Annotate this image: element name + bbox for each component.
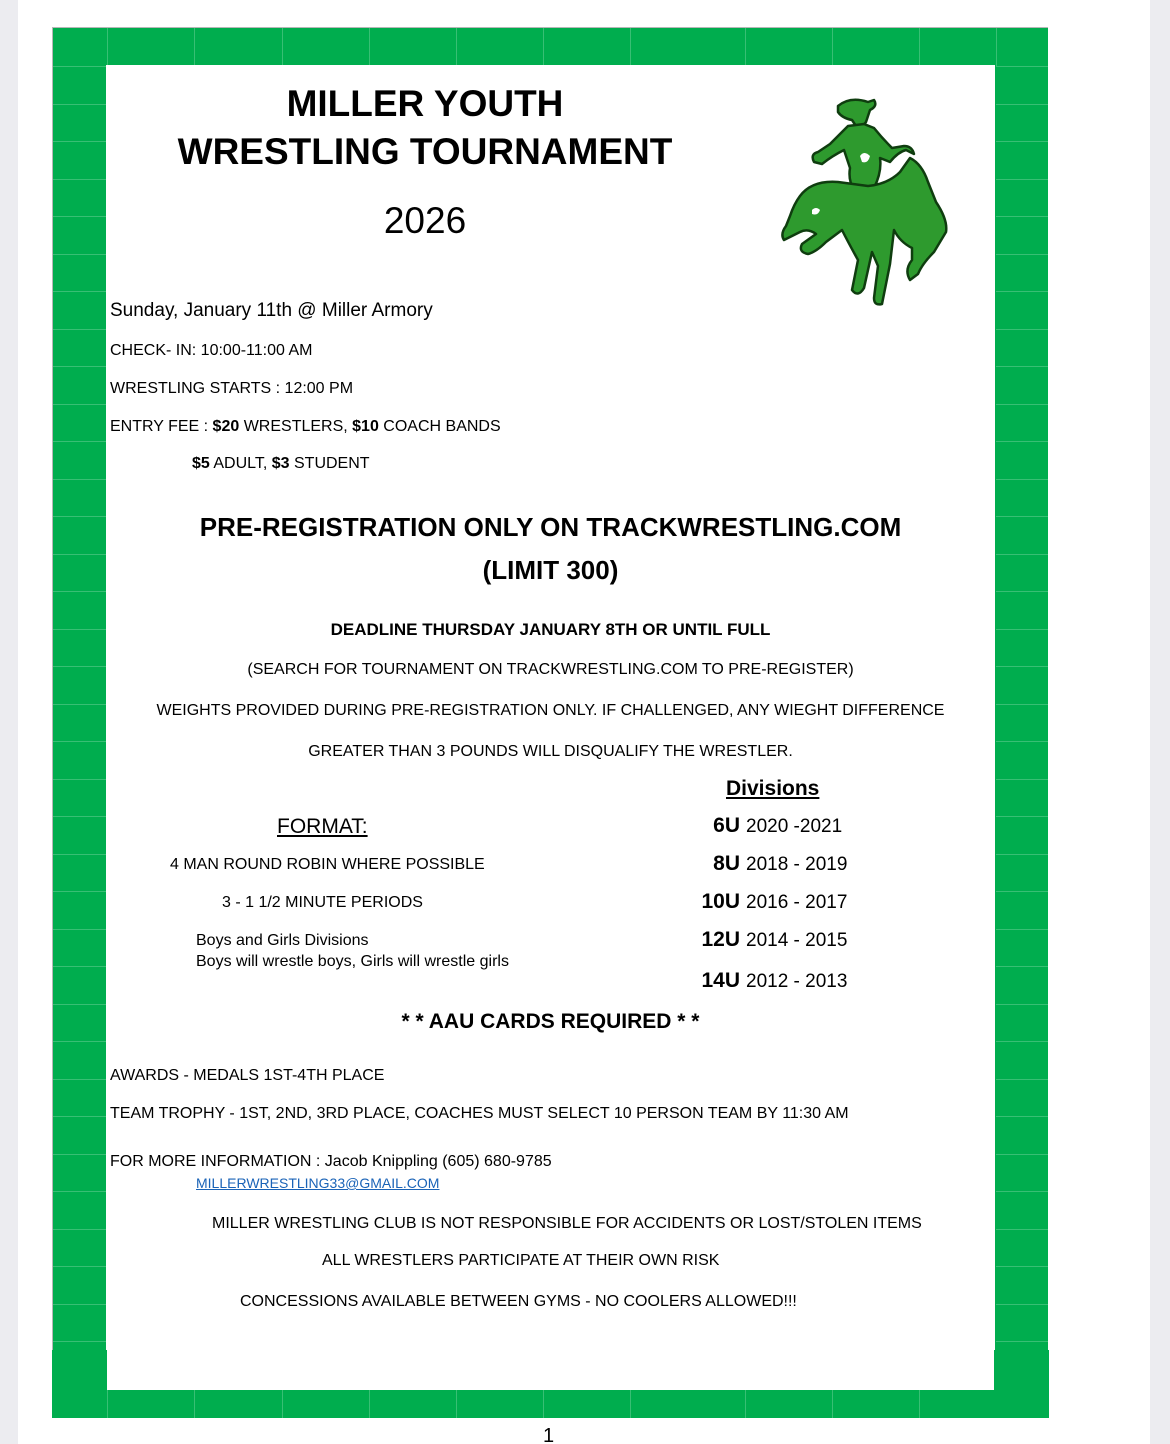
border-gridline xyxy=(543,1390,544,1419)
border-gridline xyxy=(745,28,746,66)
border-gridline xyxy=(996,966,1049,967)
border-gridline xyxy=(996,291,1049,292)
border-gridline xyxy=(456,28,457,66)
border-gridline xyxy=(53,779,107,780)
awards-line: AWARDS - MEDALS 1ST-4TH PLACE xyxy=(110,1067,385,1084)
page-number: 1 xyxy=(543,1425,555,1444)
division-years: 2012 - 2013 xyxy=(746,971,848,992)
border-gridline xyxy=(996,1304,1049,1305)
coach-price: $10 xyxy=(352,418,379,435)
border-gridline xyxy=(53,104,107,105)
border-gridline xyxy=(543,28,544,66)
border-gridline xyxy=(53,404,107,405)
border-gridline xyxy=(996,404,1049,405)
border-gridline xyxy=(996,179,1049,180)
border-gridline xyxy=(996,254,1049,255)
border-gridline xyxy=(53,366,107,367)
wrestler-label: WRESTLERS, xyxy=(239,418,353,435)
border-gridline xyxy=(369,1390,370,1419)
weights-note-line-1: WEIGHTS PROVIDED DURING PRE-REGISTRATION ONLY. IF CHALLENGED, ANY WIEGHT DIFFERENCE xyxy=(156,702,945,719)
border-gridline xyxy=(53,891,107,892)
title-line-1: MILLER YOUTH xyxy=(286,83,564,124)
border-gridline xyxy=(53,1191,107,1192)
division-years: 2018 - 2019 xyxy=(746,854,848,875)
border-gridline xyxy=(832,28,833,66)
coach-label: COACH BANDS xyxy=(378,418,501,435)
wrestling-start-time: WRESTLING STARTS : 12:00 PM xyxy=(110,380,354,397)
team-trophy-line: TEAM TROPHY - 1ST, 2ND, 3RD PLACE, COACHES MUST SELECT 10 PERSON TEAM BY 11:30 AM xyxy=(110,1105,849,1122)
border-gridline xyxy=(369,28,370,66)
border-gridline xyxy=(996,104,1049,105)
border-gridline xyxy=(996,1041,1049,1042)
entry-fee-line-1 xyxy=(110,418,501,436)
border-gridline xyxy=(53,1341,107,1342)
adult-price: $5 xyxy=(192,455,210,472)
border-gridline xyxy=(996,1116,1049,1117)
border-gridline xyxy=(996,216,1049,217)
border-gridline xyxy=(996,891,1049,892)
border-gridline xyxy=(996,66,1049,67)
format-item: 3 - 1 1/2 MINUTE PERIODS xyxy=(222,894,423,911)
border-gridline xyxy=(53,291,107,292)
weights-note-line-2: GREATER THAN 3 POUNDS WILL DISQUALIFY THE WRESTLER. xyxy=(308,743,793,760)
border-gridline xyxy=(996,141,1049,142)
border-gridline xyxy=(107,28,108,66)
border-gridline xyxy=(53,329,107,330)
border-gridline xyxy=(53,629,107,630)
border-gridline xyxy=(53,591,107,592)
division-code: 10U xyxy=(701,890,740,913)
title-line-2: WRESTLING TOURNAMENT xyxy=(177,131,673,172)
border-gridline xyxy=(53,141,107,142)
border-gridline xyxy=(53,516,107,517)
division-years: 2016 - 2017 xyxy=(746,892,848,913)
border-gridline xyxy=(53,1041,107,1042)
format-heading: FORMAT: xyxy=(277,815,368,838)
division-row xyxy=(690,928,847,952)
border-gridline xyxy=(996,441,1049,442)
division-row xyxy=(690,890,847,914)
border-gridline xyxy=(53,854,107,855)
border-gridline xyxy=(996,666,1049,667)
border-gridline xyxy=(996,516,1049,517)
deadline-notice: DEADLINE THURSDAY JANUARY 8TH OR UNTIL FULL xyxy=(330,620,771,639)
entry-fee-label: ENTRY FEE : xyxy=(110,418,213,435)
border-gridline xyxy=(996,704,1049,705)
border-gridline xyxy=(53,1116,107,1117)
border-corner-bottom-left xyxy=(52,1350,107,1418)
wrestler-price: $20 xyxy=(212,418,240,435)
division-row xyxy=(690,969,847,993)
border-gridline xyxy=(53,704,107,705)
student-label: STUDENT xyxy=(289,455,370,472)
border-gridline xyxy=(194,1390,195,1419)
border-gridline xyxy=(996,591,1049,592)
border-gridline xyxy=(996,329,1049,330)
contact-info: FOR MORE INFORMATION : Jacob Knippling (605) 680-9785 xyxy=(110,1153,552,1170)
border-gridline xyxy=(996,1191,1049,1192)
division-row xyxy=(690,814,842,838)
division-code: 8U xyxy=(713,852,740,875)
border-gridline xyxy=(996,1004,1049,1005)
border-gridline xyxy=(996,479,1049,480)
disclaimer-risk: ALL WRESTLERS PARTICIPATE AT THEIR OWN RISK xyxy=(322,1252,720,1269)
border-gridline xyxy=(996,779,1049,780)
division-years: 2014 - 2015 xyxy=(746,930,848,951)
search-note: (SEARCH FOR TOURNAMENT ON TRACKWRESTLING.COM TO PRE-REGISTER) xyxy=(247,661,854,678)
border-gridline xyxy=(996,854,1049,855)
border-gridline xyxy=(996,1154,1049,1155)
event-date-location: Sunday, January 11th @ Miller Armory xyxy=(110,300,433,321)
border-gridline xyxy=(996,629,1049,630)
contact-email-link[interactable]: MILLERWRESTLING33@GMAIL.COM xyxy=(196,1175,440,1191)
border-gridline xyxy=(996,1266,1049,1267)
border-gridline xyxy=(996,1341,1049,1342)
border-gridline xyxy=(919,1390,920,1419)
border-gridline xyxy=(282,1390,283,1419)
border-gridline xyxy=(996,1229,1049,1230)
border-gridline xyxy=(996,741,1049,742)
bucking-bronco-logo-icon xyxy=(778,92,956,310)
adult-label: ADULT, xyxy=(209,455,272,472)
border-gridline xyxy=(53,1079,107,1080)
border-gridline xyxy=(456,1390,457,1419)
division-code: 6U xyxy=(713,814,740,837)
registration-limit: (LIMIT 300) xyxy=(482,555,619,585)
border-gridline xyxy=(53,554,107,555)
division-years: 2020 -2021 xyxy=(746,816,843,837)
border-gridline xyxy=(53,929,107,930)
border-gridline xyxy=(53,1266,107,1267)
border-gridline xyxy=(53,966,107,967)
border-gridline xyxy=(53,254,107,255)
border-gridline xyxy=(53,816,107,817)
format-item: 4 MAN ROUND ROBIN WHERE POSSIBLE xyxy=(170,856,485,873)
event-year: 2026 xyxy=(383,200,467,241)
format-item: Boys will wrestle boys, Girls will wrestle girls xyxy=(196,953,509,970)
border-gridline xyxy=(996,929,1049,930)
border-gridline xyxy=(194,28,195,66)
check-in-time: CHECK- IN: 10:00-11:00 AM xyxy=(110,342,313,359)
border-gridline xyxy=(996,366,1049,367)
border-corner-bottom-right xyxy=(994,1350,1049,1418)
border-gridline xyxy=(53,1304,107,1305)
border-gridline xyxy=(53,1004,107,1005)
border-gridline xyxy=(996,816,1049,817)
border-gridline xyxy=(919,28,920,66)
border-gridline xyxy=(107,1390,108,1419)
border-gridline xyxy=(53,741,107,742)
border-gridline xyxy=(832,1390,833,1419)
entry-fee-line-2 xyxy=(192,455,370,473)
pre-registration-heading: PRE-REGISTRATION ONLY ON TRACKWRESTLING.COM xyxy=(199,512,902,542)
border-gridline xyxy=(282,28,283,66)
format-item: Boys and Girls Divisions xyxy=(196,932,369,949)
border-gridline xyxy=(53,1229,107,1230)
divisions-heading: Divisions xyxy=(726,777,820,800)
concessions-notice: CONCESSIONS AVAILABLE BETWEEN GYMS - NO COOLERS ALLOWED!!! xyxy=(240,1293,797,1310)
border-gridline xyxy=(53,479,107,480)
border-gridline xyxy=(53,441,107,442)
border-gridline xyxy=(996,554,1049,555)
border-gridline xyxy=(996,28,997,66)
border-gridline xyxy=(53,666,107,667)
division-row xyxy=(690,852,847,876)
border-gridline xyxy=(630,28,631,66)
student-price: $3 xyxy=(271,455,290,472)
border-gridline xyxy=(996,1079,1049,1080)
aau-cards-notice: * * AAU CARDS REQUIRED * * xyxy=(401,1010,700,1033)
disclaimer-liability: MILLER WRESTLING CLUB IS NOT RESPONSIBLE FOR ACCIDENTS OR LOST/STOLEN ITEMS xyxy=(212,1215,922,1232)
border-gridline xyxy=(53,1154,107,1155)
border-gridline xyxy=(745,1390,746,1419)
border-gridline xyxy=(53,179,107,180)
division-code: 12U xyxy=(701,928,740,951)
border-gridline xyxy=(53,66,107,67)
border-gridline xyxy=(630,1390,631,1419)
division-code: 14U xyxy=(701,969,740,992)
border-gridline xyxy=(53,216,107,217)
